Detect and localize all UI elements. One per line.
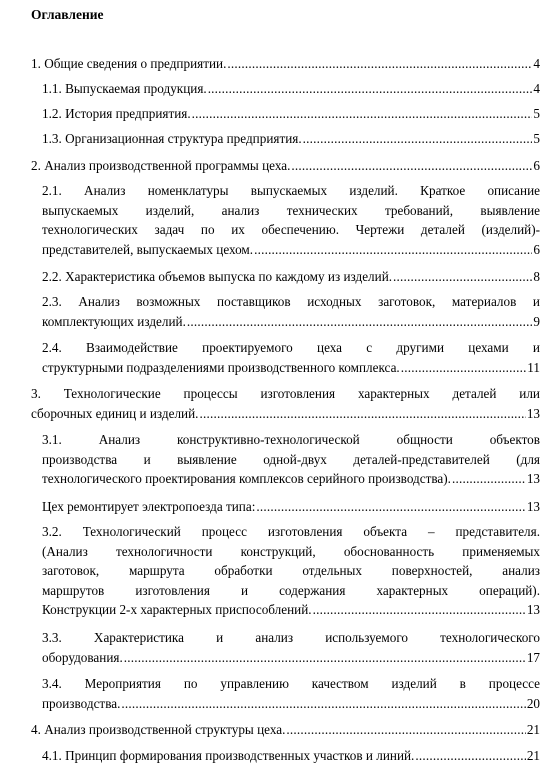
toc-page-number: 17 (526, 649, 540, 665)
toc-page-number: 5 (533, 106, 540, 121)
toc-entry[interactable] (42, 129, 540, 149)
toc-entry-last-line (31, 54, 540, 74)
toc-entry-text-line: производства и выявление одной-двух деталей-представителей (для (42, 451, 540, 467)
toc-entry-title: комплектующих изделий. (42, 313, 186, 329)
toc-page-number: 6 (533, 158, 540, 173)
toc-entry[interactable] (42, 104, 540, 124)
toc-entry-title: 1.2. История предприятия. (42, 106, 191, 121)
dot-leader (227, 54, 532, 74)
toc-entry-last-line (42, 240, 540, 260)
toc-entry-last-line (42, 358, 540, 378)
toc-entry-text-line: 3. Технологические процессы изготовления характерных деталей или (31, 386, 540, 401)
toc-entry[interactable] (42, 674, 540, 713)
toc-entry-text-line: выпускаемых изделий, анализ технических требований, выявление (42, 202, 540, 218)
toc-entry[interactable] (42, 292, 540, 331)
toc-page-number: 4 (533, 56, 540, 71)
dot-leader (401, 358, 527, 378)
dot-leader (192, 104, 533, 124)
toc-entry[interactable] (42, 522, 540, 620)
toc-entry-title: 2. Анализ производственной программы цеха. (31, 158, 291, 173)
toc-page-number: 8 (533, 269, 540, 284)
toc-entry-text-line: 3.2. Технологический процесс изготовления объекта – представителя. (42, 524, 540, 539)
toc-page-number: 21 (526, 748, 540, 763)
toc-entry-text-line: 3.3. Характеристика и анализ используемого технологического (42, 630, 540, 645)
toc-page-number: 13 (526, 499, 540, 514)
toc-entry-title: Цех ремонтирует электропоезда типа: (42, 499, 256, 514)
dot-leader (303, 129, 533, 149)
toc-entry-text-line: 2.3. Анализ возможных поставщиков исходных заготовок, материалов и (42, 294, 540, 309)
toc-entry-last-line (31, 156, 540, 176)
toc-entry-last-line (31, 720, 540, 740)
toc-page-number: 4 (533, 81, 540, 96)
dot-leader (291, 156, 532, 176)
toc-entry-text-line: маршрутов изготовления и содержания характерных операций). (42, 582, 540, 598)
toc-entry[interactable] (42, 497, 540, 517)
toc-page-number: 21 (526, 722, 540, 737)
toc-page-number: 13 (526, 602, 540, 617)
toc-entry[interactable] (42, 628, 540, 667)
dot-leader (452, 469, 526, 489)
toc-entry[interactable] (42, 267, 540, 287)
toc-page-number: 5 (533, 131, 540, 146)
toc-entry-last-line (42, 104, 540, 124)
toc-entry-title: 1.1. Выпускаемая продукция. (42, 81, 207, 96)
toc-page-number: 6 (533, 241, 540, 257)
toc-entry[interactable] (42, 181, 540, 259)
toc-entry-last-line (42, 312, 540, 332)
toc-entry-title: производства. (42, 695, 121, 711)
toc-page-number: 20 (526, 695, 540, 711)
toc-entry-title: представителей, выпускаемых цехом. (42, 241, 254, 257)
toc-entry[interactable] (31, 384, 540, 423)
toc-entry-title: Конструкции 2-х характерных приспособлений. (42, 602, 312, 617)
dot-leader (393, 267, 532, 287)
toc-entry[interactable] (42, 746, 540, 766)
toc-entry[interactable] (42, 430, 540, 489)
toc-entry-last-line (42, 129, 540, 149)
toc-entry-title: 1. Общие сведения о предприятии. (31, 56, 227, 71)
dot-leader (208, 79, 533, 99)
toc-entry-last-line (42, 79, 540, 99)
toc-entry-last-line (42, 746, 540, 766)
toc-entry-text-line: 2.4. Взаимодействие проектируемого цеха с другими цехами и (42, 340, 540, 355)
toc-entry-text-line: технологических задач по их обеспечению. Чертежи деталей (изделий)- (42, 222, 540, 237)
toc-entry-last-line (31, 404, 540, 424)
dot-leader (199, 404, 525, 424)
toc-entry-title: 4.1. Принцип формирования производственных участков и линий. (42, 748, 415, 763)
dot-leader (121, 694, 525, 714)
toc-entry[interactable] (31, 720, 540, 740)
toc-entry-text-line: 3.4. Мероприятия по управлению качеством изделий в процессе (42, 676, 540, 691)
toc-page-number: 11 (527, 359, 540, 375)
dot-leader (256, 497, 525, 517)
toc-entry-title: оборудования. (42, 649, 123, 665)
toc-entry-title: 1.3. Организационная структура предприятия. (42, 131, 302, 146)
dot-leader (415, 746, 525, 766)
toc-entry[interactable] (31, 54, 540, 74)
toc-entry-title: 2.2. Характеристика объемов выпуска по каждому из изделий. (42, 269, 393, 284)
toc-page-number: 13 (526, 405, 540, 421)
toc-page-number: 13 (526, 471, 540, 486)
toc-entry-title: технологического проектирования комплексов серийного производства). (42, 471, 451, 486)
toc-page-number: 9 (533, 313, 540, 329)
toc-entry-text-line: заготовок, маршрута обработки отдельных поверхностей, анализ (42, 563, 540, 578)
toc-entry-text-line: (Анализ технологичности конструкций, обоснованность применяемых (42, 543, 540, 559)
toc-entry-title: структурными подразделениями производственного комплекса. (42, 359, 400, 375)
toc-entry[interactable] (31, 156, 540, 176)
dot-leader (187, 312, 533, 332)
toc-entry-text-line: 3.1. Анализ конструктивно-технологической общности объектов (42, 432, 540, 447)
toc-entry-last-line (42, 267, 540, 287)
toc-entry-last-line (42, 497, 540, 517)
dot-leader (286, 720, 525, 740)
toc-entry-last-line (42, 648, 540, 668)
toc-entry[interactable] (42, 79, 540, 99)
toc-entry-last-line (42, 469, 540, 489)
toc-entry[interactable] (42, 338, 540, 377)
toc-entry-title: 4. Анализ производственной структуры цеха. (31, 722, 286, 737)
dot-leader (313, 600, 526, 620)
toc-entry-last-line (42, 600, 540, 620)
toc-entry-text-line: 2.1. Анализ номенклатуры выпускаемых изделий. Краткое описание (42, 183, 540, 198)
toc-entry-title: сборочных единиц и изделий. (31, 405, 199, 421)
dot-leader (254, 240, 532, 260)
toc-entry-last-line (42, 694, 540, 714)
toc-heading: Оглавление (31, 7, 104, 22)
dot-leader (124, 648, 526, 668)
